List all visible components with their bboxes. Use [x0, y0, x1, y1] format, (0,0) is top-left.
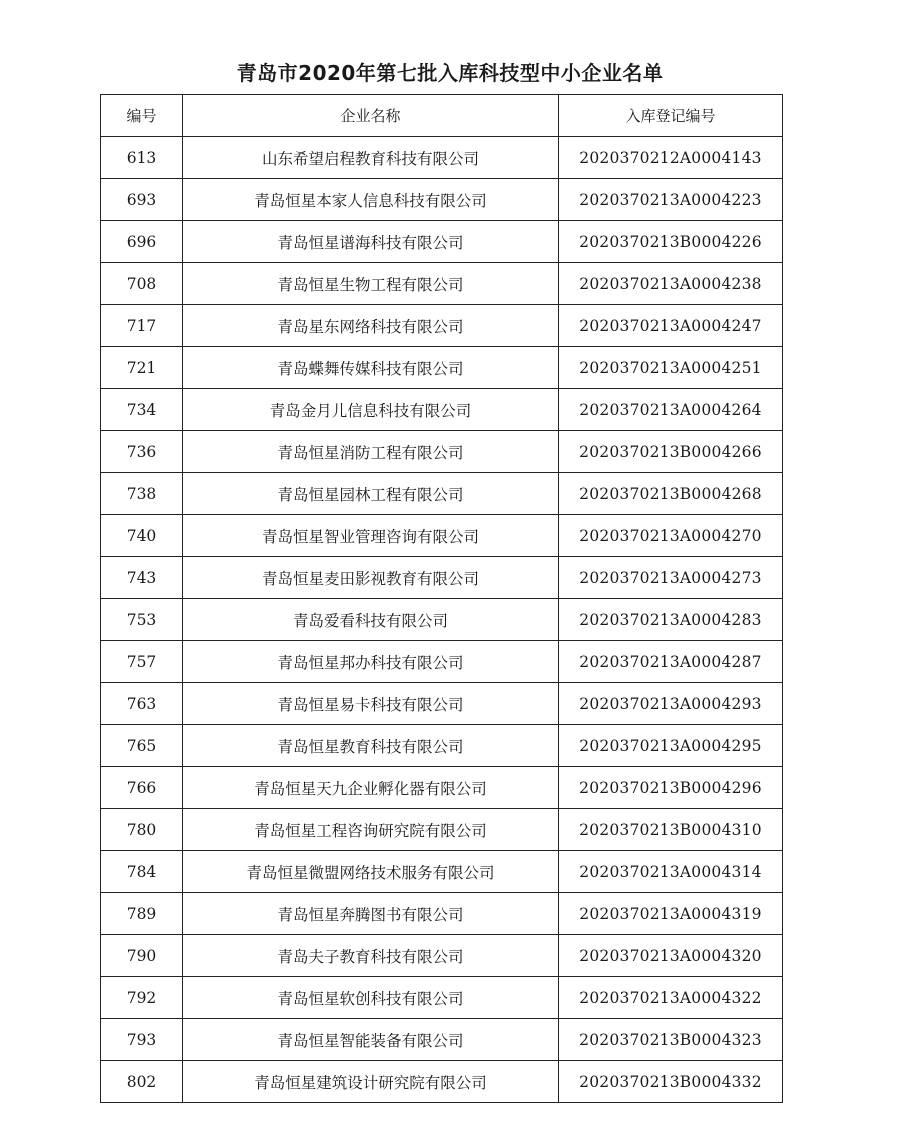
cell-registration-code: 2020370212A0004143	[559, 137, 783, 179]
cell-number: 708	[101, 263, 183, 305]
cell-number: 790	[101, 935, 183, 977]
enterprise-table	[100, 94, 783, 1103]
table-row	[101, 599, 783, 641]
table-row	[101, 935, 783, 977]
table-row	[101, 263, 783, 305]
cell-company-name: 青岛金月儿信息科技有限公司	[183, 389, 559, 431]
cell-company-name: 青岛星东网络科技有限公司	[183, 305, 559, 347]
table-row	[101, 683, 783, 725]
table-header	[101, 95, 783, 137]
table-row	[101, 851, 783, 893]
cell-registration-code: 2020370213B0004266	[559, 431, 783, 473]
cell-company-name: 山东希望启程教育科技有限公司	[183, 137, 559, 179]
cell-number: 780	[101, 809, 183, 851]
cell-registration-code: 2020370213B0004226	[559, 221, 783, 263]
cell-number: 734	[101, 389, 183, 431]
cell-number: 784	[101, 851, 183, 893]
cell-registration-code: 2020370213A0004238	[559, 263, 783, 305]
header-registration-code: 入库登记编号	[559, 95, 783, 137]
cell-number: 789	[101, 893, 183, 935]
cell-number: 693	[101, 179, 183, 221]
cell-registration-code: 2020370213B0004310	[559, 809, 783, 851]
cell-number: 757	[101, 641, 183, 683]
table-row	[101, 389, 783, 431]
cell-registration-code: 2020370213B0004323	[559, 1019, 783, 1061]
cell-number: 717	[101, 305, 183, 347]
cell-number: 613	[101, 137, 183, 179]
cell-company-name: 青岛恒星麦田影视教育有限公司	[183, 557, 559, 599]
cell-company-name: 青岛爱看科技有限公司	[183, 599, 559, 641]
table-body	[101, 137, 783, 1103]
cell-registration-code: 2020370213A0004322	[559, 977, 783, 1019]
cell-number: 766	[101, 767, 183, 809]
cell-company-name: 青岛恒星智业管理咨询有限公司	[183, 515, 559, 557]
cell-registration-code: 2020370213A0004287	[559, 641, 783, 683]
header-number: 编号	[101, 95, 183, 137]
cell-registration-code: 2020370213A0004295	[559, 725, 783, 767]
cell-number: 736	[101, 431, 183, 473]
cell-company-name: 青岛恒星邦办科技有限公司	[183, 641, 559, 683]
table-row	[101, 305, 783, 347]
table-row	[101, 431, 783, 473]
document-title: 青岛市2020年第七批入库科技型中小企业名单	[236, 61, 664, 85]
table-row	[101, 767, 783, 809]
cell-registration-code: 2020370213B0004268	[559, 473, 783, 515]
cell-registration-code: 2020370213A0004223	[559, 179, 783, 221]
table-row	[101, 977, 783, 1019]
cell-registration-code: 2020370213A0004319	[559, 893, 783, 935]
cell-company-name: 青岛恒星教育科技有限公司	[183, 725, 559, 767]
table-row	[101, 809, 783, 851]
cell-registration-code: 2020370213B0004296	[559, 767, 783, 809]
table-row	[101, 641, 783, 683]
cell-company-name: 青岛恒星生物工程有限公司	[183, 263, 559, 305]
cell-company-name: 青岛恒星建筑设计研究院有限公司	[183, 1061, 559, 1103]
cell-registration-code: 2020370213A0004314	[559, 851, 783, 893]
cell-company-name: 青岛恒星本家人信息科技有限公司	[183, 179, 559, 221]
cell-registration-code: 2020370213A0004251	[559, 347, 783, 389]
cell-registration-code: 2020370213A0004264	[559, 389, 783, 431]
cell-registration-code: 2020370213A0004283	[559, 599, 783, 641]
table-row	[101, 221, 783, 263]
cell-company-name: 青岛恒星工程咨询研究院有限公司	[183, 809, 559, 851]
cell-company-name: 青岛恒星天九企业孵化器有限公司	[183, 767, 559, 809]
cell-company-name: 青岛恒星园林工程有限公司	[183, 473, 559, 515]
cell-company-name: 青岛恒星谱海科技有限公司	[183, 221, 559, 263]
cell-number: 743	[101, 557, 183, 599]
table-row	[101, 557, 783, 599]
cell-company-name: 青岛蝶舞传媒科技有限公司	[183, 347, 559, 389]
cell-company-name: 青岛夫子教育科技有限公司	[183, 935, 559, 977]
cell-number: 792	[101, 977, 183, 1019]
cell-company-name: 青岛恒星奔腾图书有限公司	[183, 893, 559, 935]
cell-company-name: 青岛恒星易卡科技有限公司	[183, 683, 559, 725]
table-row	[101, 179, 783, 221]
cell-registration-code: 2020370213A0004247	[559, 305, 783, 347]
header-company-name: 企业名称	[183, 95, 559, 137]
table-row	[101, 473, 783, 515]
cell-company-name: 青岛恒星消防工程有限公司	[183, 431, 559, 473]
cell-registration-code: 2020370213B0004332	[559, 1061, 783, 1103]
cell-registration-code: 2020370213A0004320	[559, 935, 783, 977]
table-row	[101, 1019, 783, 1061]
cell-number: 765	[101, 725, 183, 767]
cell-number: 753	[101, 599, 183, 641]
cell-number: 793	[101, 1019, 183, 1061]
cell-number: 802	[101, 1061, 183, 1103]
table-row	[101, 1061, 783, 1103]
table-row	[101, 347, 783, 389]
cell-company-name: 青岛恒星微盟网络技术服务有限公司	[183, 851, 559, 893]
table-row	[101, 137, 783, 179]
cell-number: 740	[101, 515, 183, 557]
cell-company-name: 青岛恒星智能装备有限公司	[183, 1019, 559, 1061]
table-row	[101, 893, 783, 935]
cell-registration-code: 2020370213A0004270	[559, 515, 783, 557]
header-row	[101, 95, 783, 137]
cell-number: 738	[101, 473, 183, 515]
cell-registration-code: 2020370213A0004293	[559, 683, 783, 725]
table-row	[101, 725, 783, 767]
cell-number: 763	[101, 683, 183, 725]
cell-number: 721	[101, 347, 183, 389]
cell-company-name: 青岛恒星软创科技有限公司	[183, 977, 559, 1019]
cell-number: 696	[101, 221, 183, 263]
table-row	[101, 515, 783, 557]
cell-registration-code: 2020370213A0004273	[559, 557, 783, 599]
